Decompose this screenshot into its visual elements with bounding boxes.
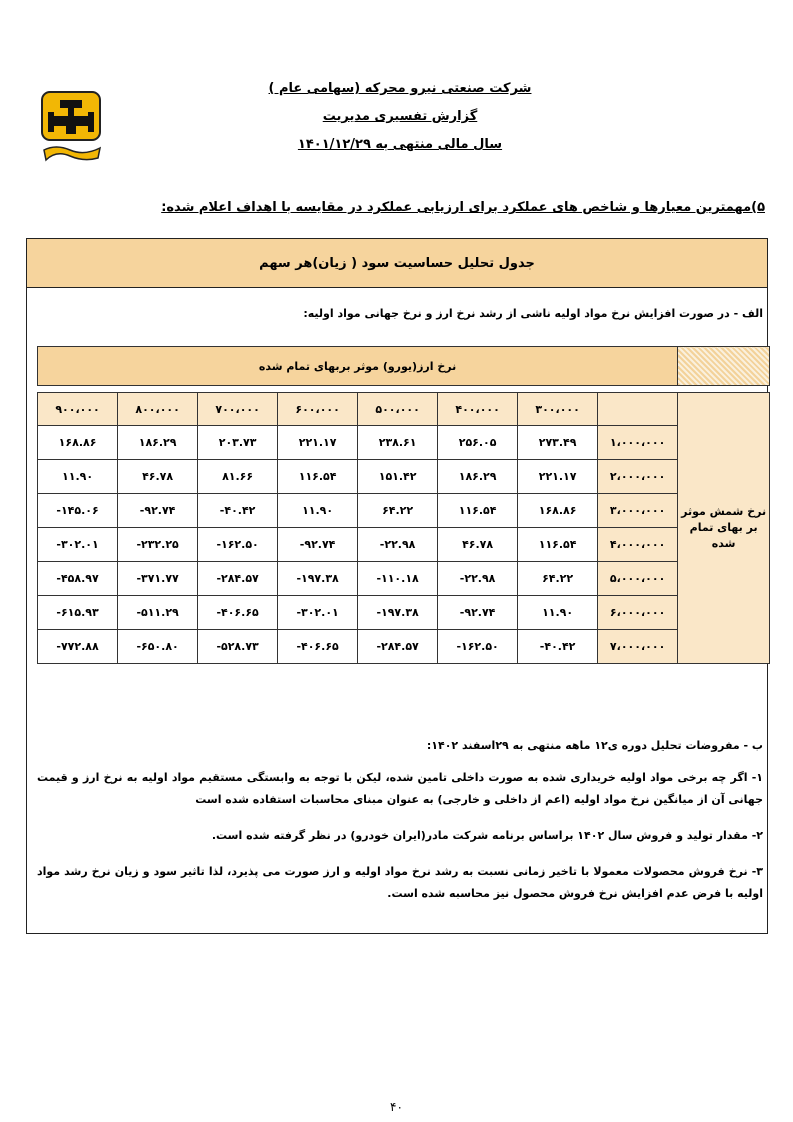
company-name: شرکت صنعتی نیرو محرکه (سهامی عام )	[268, 81, 532, 96]
table-cell: -۴۰.۴۲	[198, 494, 278, 528]
table-header-row	[38, 347, 770, 386]
table-cell: ۶۴.۲۲	[518, 562, 598, 596]
table-cell: -۹۲.۷۴	[118, 494, 198, 528]
table-row	[38, 562, 770, 596]
assumption-item: ۱- اگر چه برخی مواد اولیه خریداری شده به صورت داخلی تامین شده، لیکن با توجه به وابستگی مستقیم مواد اولیه به نرخ ارز و قیمت جهانی آن از میانگین نرخ مواد اولیه (اعم از داخلی و خارجی) به عنوان مبنای محاسبات استفاده شده است	[37, 771, 763, 806]
table-cell: ۱۱۶.۵۴	[518, 528, 598, 562]
table-row	[38, 630, 770, 664]
row-header: ۱،۰۰۰،۰۰۰	[598, 426, 678, 460]
table-cell: -۳۷۱.۷۷	[118, 562, 198, 596]
column-header: ۸۰۰،۰۰۰	[118, 393, 198, 426]
assumption-item: ۳- نرخ فروش محصولات معمولا با تاخیر زمانی نسبت به رشد نرخ مواد اولیه و ارز صورت می پذیرد، لذا تاثیر سود و زیان نرخ رشد مواد اولیه با فرض عدم افزایش نرخ فروش محصول نیز محاسبه شده است.	[37, 865, 763, 900]
column-header: ۶۰۰،۰۰۰	[278, 393, 358, 426]
column-header-row	[38, 393, 770, 426]
table-cell: -۱۱۰.۱۸	[358, 562, 438, 596]
report-title: گزارش تفسیری مدیریت	[322, 109, 478, 124]
table-cell: -۲۲.۹۸	[358, 528, 438, 562]
table-cell: -۹۲.۷۴	[438, 596, 518, 630]
spacer-row	[38, 386, 770, 393]
column-header: ۵۰۰،۰۰۰	[358, 393, 438, 426]
table-cell: -۵۱۱.۲۹	[118, 596, 198, 630]
row-header: ۳،۰۰۰،۰۰۰	[598, 494, 678, 528]
table-cell: -۱۹۷.۳۸	[278, 562, 358, 596]
table-cell: -۲۸۴.۵۷	[358, 630, 438, 664]
table-cell: -۹۲.۷۴	[278, 528, 358, 562]
table-cell: -۴۰۶.۶۵	[198, 596, 278, 630]
table-cell: ۱۸۶.۲۹	[438, 460, 518, 494]
table-cell: ۲۵۶.۰۵	[438, 426, 518, 460]
corner-cell	[678, 347, 770, 386]
table-row	[38, 528, 770, 562]
table-cell: -۲۲.۹۸	[438, 562, 518, 596]
table-cell: -۳۰۲.۰۱	[278, 596, 358, 630]
company-logo-icon	[40, 90, 104, 164]
note-a: الف - در صورت افزایش نرخ مواد اولیه ناشی از رشد نرخ ارز و نرخ جهانی مواد اولیه:	[303, 307, 763, 320]
table-cell: -۷۷۲.۸۸	[38, 630, 118, 664]
report-header	[250, 75, 550, 159]
page-number: ۴۰	[390, 1100, 403, 1114]
sensitivity-grid	[37, 346, 770, 664]
table-cell: -۱۹۷.۳۸	[358, 596, 438, 630]
ingot-side-label: نرخ شمش موثر بر بهای تمام شده	[678, 393, 770, 664]
row-header: ۲،۰۰۰،۰۰۰	[598, 460, 678, 494]
fiscal-period: سال مالی منتهی به ۱۴۰۱/۱۲/۲۹	[297, 137, 503, 152]
table-cell: ۲۲۱.۱۷	[518, 460, 598, 494]
table-cell: ۱۸۶.۲۹	[118, 426, 198, 460]
table-cell: ۱۶۸.۸۶	[518, 494, 598, 528]
table-cell: -۱۴۵.۰۶	[38, 494, 118, 528]
row-header: ۵،۰۰۰،۰۰۰	[598, 562, 678, 596]
table-title: جدول تحلیل حساسیت سود ( زیان)هر سهم	[27, 239, 767, 288]
currency-header: نرخ ارز(یورو) موثر بربهای تمام شده	[38, 347, 678, 386]
table-cell: ۱۵۱.۴۲	[358, 460, 438, 494]
table-cell: ۶۴.۲۲	[358, 494, 438, 528]
table-row	[38, 596, 770, 630]
table-cell: ۲۳۸.۶۱	[358, 426, 438, 460]
table-row	[38, 494, 770, 528]
column-header: ۴۰۰،۰۰۰	[438, 393, 518, 426]
table-cell: -۱۶۲.۵۰	[438, 630, 518, 664]
section-title: ۵)مهمترین معیارها و شاخص های عملکرد برای ارزیابی عملکرد در مقایسه با اهداف اعلام شده:	[161, 200, 765, 215]
row-header: ۷،۰۰۰،۰۰۰	[598, 630, 678, 664]
table-cell: ۲۰۳.۷۳	[198, 426, 278, 460]
table-cell: -۶۵۰.۸۰	[118, 630, 198, 664]
table-cell: ۱۱۶.۵۴	[438, 494, 518, 528]
table-cell: -۴۰.۴۲	[518, 630, 598, 664]
assumptions	[37, 735, 763, 919]
table-cell: -۴۵۸.۹۷	[38, 562, 118, 596]
row-header: ۴،۰۰۰،۰۰۰	[598, 528, 678, 562]
table-cell: -۵۲۸.۷۳	[198, 630, 278, 664]
table-cell: ۲۲۱.۱۷	[278, 426, 358, 460]
table-cell: -۲۳۲.۲۵	[118, 528, 198, 562]
table-cell: -۴۰۶.۶۵	[278, 630, 358, 664]
table-row	[38, 426, 770, 460]
row-header: ۶،۰۰۰،۰۰۰	[598, 596, 678, 630]
column-header: ۹۰۰،۰۰۰	[38, 393, 118, 426]
table-cell: ۲۷۳.۴۹	[518, 426, 598, 460]
column-header: ۷۰۰،۰۰۰	[198, 393, 278, 426]
table-cell: ۴۶.۷۸	[118, 460, 198, 494]
table-row	[38, 460, 770, 494]
table-cell: ۱۱.۹۰	[38, 460, 118, 494]
table-cell: -۲۸۴.۵۷	[198, 562, 278, 596]
table-cell: ۱۱.۹۰	[518, 596, 598, 630]
table-cell: ۸۱.۶۶	[198, 460, 278, 494]
table-cell: ۱۱۶.۵۴	[278, 460, 358, 494]
assumption-item: ۲- مقدار تولید و فروش سال ۱۴۰۲ براساس برنامه شرکت مادر(ایران خودرو) در نظر گرفته شده است.	[211, 829, 763, 842]
sensitivity-table-box	[26, 238, 768, 934]
table-cell: -۱۶۲.۵۰	[198, 528, 278, 562]
spacer-cell	[38, 386, 770, 393]
table-cell: -۳۰۲.۰۱	[38, 528, 118, 562]
table-cell: -۶۱۵.۹۳	[38, 596, 118, 630]
column-header: ۳۰۰،۰۰۰	[518, 393, 598, 426]
blank-header-cell	[598, 393, 678, 426]
table-cell: ۴۶.۷۸	[438, 528, 518, 562]
table-cell: ۱۱.۹۰	[278, 494, 358, 528]
table-cell: ۱۶۸.۸۶	[38, 426, 118, 460]
assumptions-heading: ب - مفروضات تحلیل دوره ی۱۲ ماهه منتهی به ۲۹اسفند ۱۴۰۲:	[426, 739, 763, 752]
